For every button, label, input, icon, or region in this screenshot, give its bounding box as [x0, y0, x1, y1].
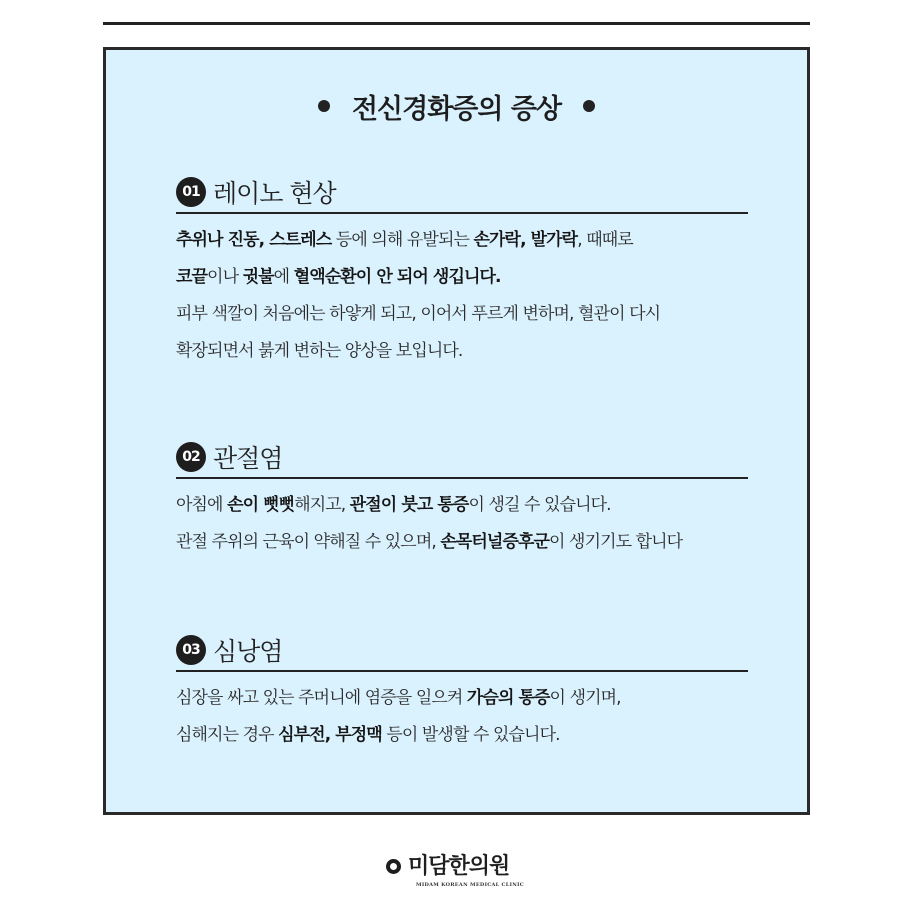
top-divider — [103, 22, 810, 25]
body-text: 피부 색깔이 처음에는 하얗게 되고, 이어서 푸르게 변하며, 혈관이 다시 — [176, 304, 661, 324]
emphasis-text: 코끝 — [176, 267, 208, 287]
body-line — [176, 680, 748, 717]
emphasis-text: 손가락, 발가락 — [473, 230, 578, 250]
section-title: 심낭염 — [213, 637, 283, 666]
emphasis-text: 관절이 붓고 통증 — [349, 495, 469, 515]
emphasis-text: 추위나 진동, 스트레스 — [176, 230, 332, 250]
emphasis-text: 심부전, 부정맥 — [278, 725, 382, 745]
emphasis-text: 손이 뻣뻣 — [227, 495, 295, 515]
logo-name: 미담한의원 — [408, 854, 510, 879]
body-line — [176, 717, 748, 754]
logo-circle-icon — [386, 859, 401, 874]
body-text: 이 생기며, — [549, 688, 621, 708]
body-text: , 때때로 — [577, 230, 633, 250]
number-badge-icon: 01 — [176, 177, 206, 207]
body-line — [176, 259, 748, 296]
page-title: 전신경화증의 증상 — [351, 93, 562, 125]
body-text: 해지고, — [294, 495, 350, 515]
body-text: 확장되면서 붉게 변하는 양상을 보입니다. — [176, 341, 463, 361]
logo-subtitle: MIDAM KOREAN MEDICAL CLINIC — [416, 882, 525, 888]
section-body — [176, 487, 748, 561]
emphasis-text: 손목터널증후군 — [440, 532, 550, 552]
body-text: 이 생길 수 있습니다. — [468, 495, 611, 515]
section-body — [176, 222, 748, 370]
body-text: 심장을 싸고 있는 주머니에 염증을 일으켜 — [176, 688, 467, 708]
body-text: 이 생기기도 합니다 — [549, 532, 683, 552]
section-raynaud — [176, 174, 748, 370]
emphasis-text: 가슴의 통증 — [466, 688, 550, 708]
title-row — [106, 86, 807, 126]
body-text: 에 — [273, 267, 294, 287]
body-text: 관절 주위의 근육이 약해질 수 있으며, — [176, 532, 441, 552]
body-text: 아침에 — [176, 495, 228, 515]
body-text: 이나 — [207, 267, 243, 287]
number-badge-icon: 03 — [176, 635, 206, 665]
emphasis-text: 귓불 — [242, 267, 274, 287]
body-line — [176, 524, 748, 561]
section-pericarditis — [176, 632, 748, 754]
left-bullet-icon — [318, 100, 330, 112]
symptoms-card — [103, 47, 810, 815]
body-text: 등이 발생할 수 있습니다. — [381, 725, 560, 745]
body-line — [176, 296, 748, 333]
number-badge-icon: 02 — [176, 442, 206, 472]
right-bullet-icon — [583, 100, 595, 112]
body-line — [176, 222, 748, 259]
section-body — [176, 680, 748, 754]
section-header — [176, 632, 748, 672]
body-text: 등에 의해 유발되는 — [331, 230, 474, 250]
body-line — [176, 333, 748, 370]
body-line — [176, 487, 748, 524]
section-arthritis — [176, 439, 748, 561]
section-title: 관절염 — [213, 444, 283, 473]
section-title: 레이노 현상 — [213, 179, 336, 208]
section-header — [176, 439, 748, 479]
body-text: 심해지는 경우 — [176, 725, 279, 745]
clinic-logo — [386, 852, 525, 894]
emphasis-text: 혈액순환이 안 되어 생깁니다. — [293, 267, 501, 287]
section-header — [176, 174, 748, 214]
